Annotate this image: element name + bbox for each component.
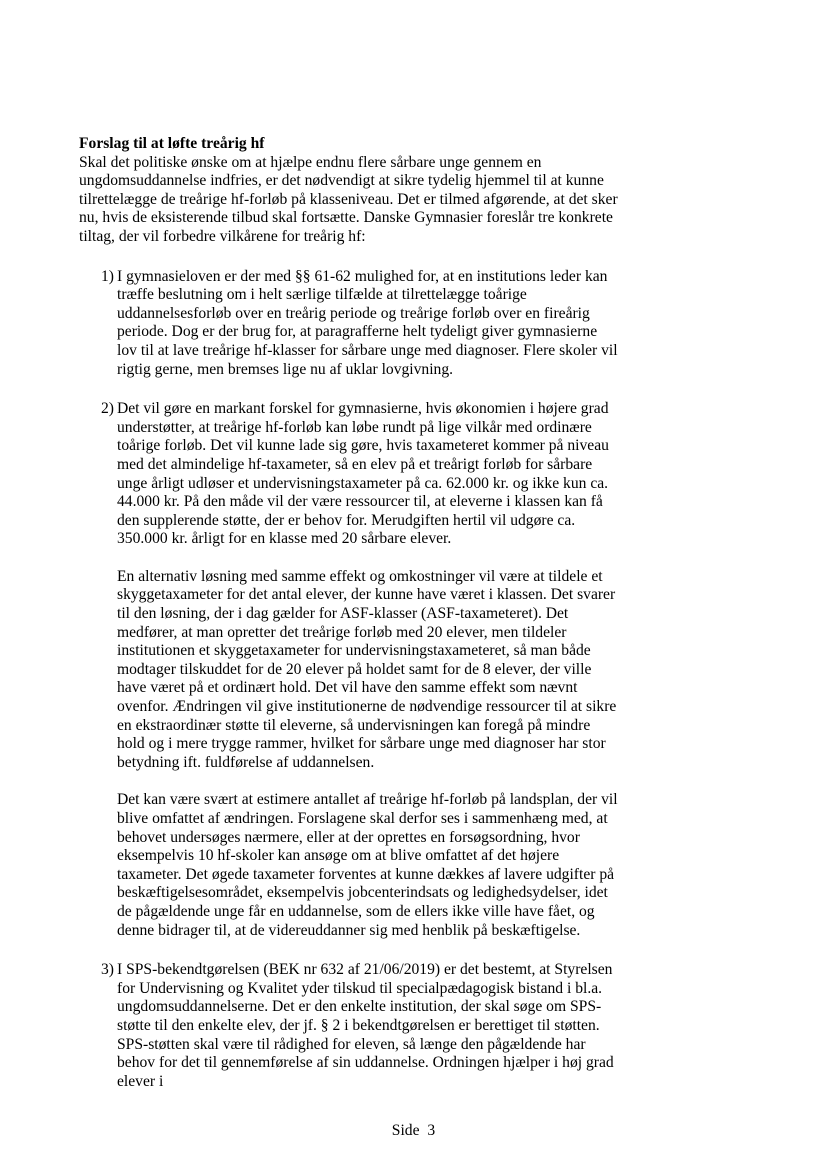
list-item-paragraph: En alternativ løsning med samme effekt og omkostninger vil være at tildele et skyggetaxameter for det antal elever, der kunne have været i klassen. Det svarer til den løsning, der i dag gælder for ASF-klasser (ASF-taxameteret). Det medfører, at man opretter det treårige forløb med 20 elever, men tildeler institutionen et skyggetaxameter for undervisningstaxameteret, så man både modtager tilskuddet for de 20 elever på holdet samt for de 8 elever, der ville have været på et ordinært hold. Det vil have den samme effekt som nævnt ovenfor. Ændringen vil give institutionerne de nødvendige ressourcer til at sikre en ekstraordinær støtte til eleverne, så undervisningen kan foregå på mindre hold og i mere trygge rammer, hvilket for sårbare unge med diagnoser har stor betydning ift. fuldførelse af uddannelsen. <box>117 567 617 771</box>
list-item-paragraph: I SPS-bekendtgørelsen (BEK nr 632 af 21/06/2019) er det bestemt, at Styrelsen for Undervisning og Kvalitet yder tilskud til specialpædagogisk bistand i bl.a. ungdomsuddannelserne. Det er den enkelte institution, der skal søge om SPS-støtte til den enkelte elev, der jf. § 2 i bekendtgørelsen er berettiget til støtten. SPS-støtten skal være til rådighed for eleven, så længe den pågældende har behov for det til gennemførelse af sin uddannelse. Ordningen hjælper i høj grad elever i <box>117 961 614 1090</box>
document-body <box>79 135 619 1112</box>
page-label: Side <box>391 1122 420 1139</box>
list-item <box>79 268 619 380</box>
list-item-paragraph: Det kan være svært at estimere antallet af treårige hf-forløb på landsplan, der vil blive omfattet af ændringen. Forslagene skal derfor ses i sammenhæng med, at behovet undersøges nærmere, eller at der oprettes en forsøgsordning, hvor eksempelvis 10 hf-skoler kan ansøge om at blive omfattet af det højere taxameter. Det øgede taxameter forventes at kunne dækkes af lavere udgifter på beskæftigelsesområdet, eksempelvis jobcenterindsats og ledighedsydelser, idet de pågældende unge får en uddannelse, som de ellers ikke ville have fået, og denne bidrager til, at de videreuddanner sig med henblik på beskæftigelse. <box>117 791 618 939</box>
proposal-list <box>79 268 619 1092</box>
list-item <box>79 400 619 940</box>
list-item-paragraph: I gymnasieloven er der med §§ 61-62 mulighed for, at en institutions leder kan træffe beslutning om i helt særlige tilfælde at tilrettelægge toårige uddannelsesforløb over en treårig periode og treårige forløb over en fireårig periode. Dog er der brug for, at paragrafferne helt tydeligt giver gymnasierne lov til at lave treårige hf-klasser for sårbare unge med diagnoser. Flere skoler vil rigtig gerne, men bremses lige nu af uklar lovgivning. <box>117 267 618 378</box>
page-footer <box>0 1122 827 1140</box>
page-number: 3 <box>427 1122 436 1139</box>
list-item <box>79 961 619 1091</box>
list-item-number: 1) <box>101 267 114 285</box>
list-item-paragraph: Det vil gøre en markant forskel for gymnasierne, hvis økonomien i højere grad understøtter, at treårige hf-forløb kan løbe rundt på lige vilkår med ordinære toårige forløb. Det vil kunne lade sig gøre, hvis taxameteret kommer på niveau med det almindelige hf-taxameter, så en elev på et treårigt forløb for sårbare unge årligt udløser et undervisningstaxameter på ca. 62.000 kr. og ikke kun ca. 44.000 kr. På den måde vil der være ressourcer til, at eleverne i klassen kan få den supplerende støtte, der er behov for. Merudgiften hertil vil udgøre ca. 350.000 kr. årligt for en klasse med 20 sårbare elever. <box>117 400 609 548</box>
intro-paragraph: Skal det politiske ønske om at hjælpe endnu flere sårbare unge gennem en ungdomsuddannelse indfries, er det nødvendigt at sikre tydelig hjemmel til at kunne tilrettelægge de treårige hf-forløb på klasseniveau. Det er tilmed afgørende, at det sker nu, hvis de eksisterende tilbud skal fortsætte. Danske Gymnasier foreslår tre konkrete tiltag, der vil forbedre vilkårene for treårig hf: <box>79 153 618 245</box>
list-item-number: 3) <box>101 961 114 979</box>
section-heading: Forslag til at løfte treårig hf <box>79 135 265 152</box>
list-item-number: 2) <box>101 400 114 418</box>
